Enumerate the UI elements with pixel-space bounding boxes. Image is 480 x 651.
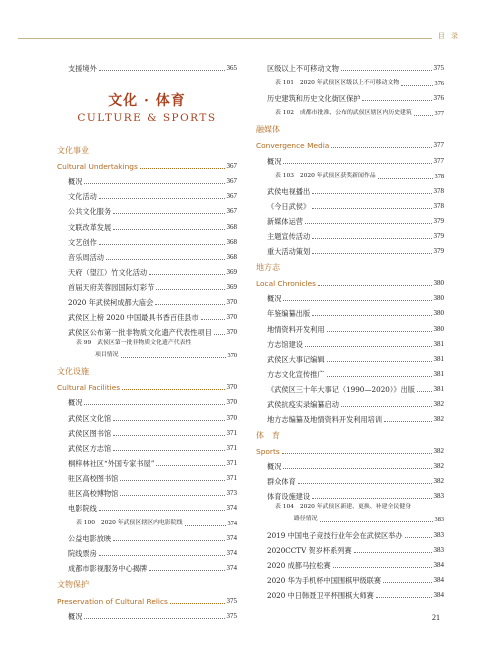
toc-entry-label: 概况 <box>68 177 83 187</box>
toc-entry-page: 368 <box>226 237 237 246</box>
section-heading-en[interactable] <box>57 377 237 392</box>
spacer <box>57 126 237 139</box>
dot-leader <box>99 510 225 511</box>
toc-entry-label: 支援境外 <box>68 64 97 74</box>
toc-entry-label: 概况 <box>267 156 282 166</box>
toc-entry-page: 379 <box>433 232 444 241</box>
toc-entry-label: 地方志编纂及地情资料开发利用培训 <box>267 415 383 425</box>
toc-entry-label: 驻区高校博物馆 <box>68 488 119 498</box>
toc-entry[interactable] <box>57 292 237 307</box>
toc-entry-label: 概况 <box>68 611 83 621</box>
toc-entry-page: 377 <box>434 110 444 118</box>
toc-entry[interactable] <box>256 394 444 409</box>
section-heading-en[interactable] <box>256 273 444 288</box>
section-heading-page: 370 <box>226 383 237 392</box>
toc-entry-page: 381 <box>433 384 444 393</box>
toc-entry-label: 表 102 成都市批准、公布的武侯区辖区内历史建筑 <box>275 110 412 117</box>
toc-entry-page: 371 <box>226 458 237 467</box>
toc-entry-label: 项目情况 <box>95 352 119 359</box>
dot-leader <box>120 480 224 481</box>
toc-entry-label: 天府（望江）竹文化活动 <box>68 267 148 277</box>
toc-entry-label: 武侯区图书馆 <box>68 428 112 438</box>
toc-entry[interactable] <box>256 241 444 256</box>
toc-entry-label: 文化活动 <box>68 192 97 202</box>
dot-leader <box>99 70 225 71</box>
dot-leader <box>320 521 433 522</box>
toc-entry-page: 379 <box>433 247 444 256</box>
toc-entry-label: 路径情况 <box>294 516 318 523</box>
toc-entry[interactable] <box>256 318 444 333</box>
toc-entry[interactable] <box>256 303 444 318</box>
dot-leader <box>417 391 432 392</box>
toc-entry-label: 表 100 2020 年武侯区辖区内电影院线 <box>76 520 183 527</box>
toc-entry[interactable] <box>256 288 444 303</box>
toc-entry[interactable] <box>57 307 237 322</box>
section-heading-en[interactable] <box>256 441 444 456</box>
toc-entry-label: 表 101 2020 年武侯区区级以上不可移动文物 <box>275 80 400 87</box>
dot-leader <box>305 346 432 347</box>
dot-leader <box>149 570 224 571</box>
dot-leader <box>312 238 431 239</box>
toc-entry[interactable] <box>57 468 237 483</box>
dot-leader <box>84 618 224 619</box>
toc-entry-page: 376 <box>433 94 444 103</box>
dot-leader <box>113 229 224 230</box>
toc-entry-label: 概况 <box>68 398 83 408</box>
dot-leader <box>376 597 432 598</box>
dot-leader <box>106 259 225 260</box>
toc-entry-page: 383 <box>433 492 444 501</box>
toc-entry[interactable] <box>256 364 444 379</box>
toc-entry[interactable] <box>256 512 444 524</box>
section-heading-cn: 文物保护 <box>57 580 89 590</box>
header-section-label: 目 录 <box>437 32 460 40</box>
toc-entry[interactable] <box>256 349 444 364</box>
toc-entry[interactable] <box>256 585 444 600</box>
dot-leader <box>312 498 431 499</box>
toc-entry-label: 武侯区大事记编辑 <box>267 354 325 364</box>
toc-entry-page: 368 <box>226 252 237 261</box>
toc-entry-page: 369 <box>226 282 237 291</box>
dot-leader <box>84 404 224 405</box>
chapter-title-en: CULTURE & SPORTS <box>77 112 217 125</box>
toc-entry-page: 377 <box>433 156 444 165</box>
toc-entry-label: 区级以上不可移动文物 <box>267 64 339 74</box>
toc-entry-label: 文艺创作 <box>68 237 97 247</box>
dot-leader <box>155 304 224 305</box>
dot-leader <box>113 540 224 541</box>
toc-entry-label: 表 104 2020 年武侯区新建、更换、补建全民健身 <box>275 504 412 511</box>
header-rule <box>18 38 432 39</box>
toc-entry-page: 381 <box>433 369 444 378</box>
toc-entry-label: 音乐周活动 <box>68 252 104 262</box>
toc-entry-page: 374 <box>226 564 237 573</box>
toc-entry-page: 381 <box>433 339 444 348</box>
toc-entry[interactable] <box>57 232 237 247</box>
toc-entry[interactable] <box>256 471 444 486</box>
toc-entry-page: 374 <box>226 549 237 558</box>
dot-leader <box>362 100 431 101</box>
toc-entry-page: 370 <box>226 398 237 407</box>
toc-entry-page: 365 <box>226 64 237 73</box>
toc-entry-label: 武侯区公布第一批非物质文化遗产代表性项目 <box>68 328 212 338</box>
toc-entry-label: 方志馆建设 <box>267 339 303 349</box>
toc-entry-label: 地情资料开发利用 <box>267 324 325 334</box>
toc-entry-label: 2019 中国电子竞技行业年会在武侯区举办 <box>267 530 403 540</box>
toc-entry[interactable] <box>256 334 444 349</box>
dot-leader <box>405 537 432 538</box>
dot-leader <box>327 376 432 377</box>
toc-entry-label: 概况 <box>267 462 282 472</box>
toc-entry-label: 体育设施建设 <box>267 492 311 502</box>
dot-leader <box>113 450 224 451</box>
toc-entry-label: 年鉴编纂出版 <box>267 309 311 319</box>
toc-entry-page: 370 <box>227 352 237 360</box>
dot-leader <box>201 319 225 320</box>
toc-table-entry[interactable] <box>57 337 237 348</box>
dot-leader <box>113 213 224 214</box>
toc-table-entry[interactable] <box>256 166 444 181</box>
dot-leader <box>113 435 224 436</box>
toc-entry-page: 371 <box>226 473 237 482</box>
toc-entry[interactable] <box>57 186 237 201</box>
toc-entry-label: 群众体育 <box>267 477 296 487</box>
page-number: 21 <box>432 613 440 622</box>
toc-entry-label: 武侯区文化馆 <box>68 413 112 423</box>
toc-entry[interactable] <box>57 423 237 438</box>
toc-entry[interactable] <box>57 558 237 573</box>
section-heading-en[interactable] <box>57 590 237 605</box>
toc-entry[interactable] <box>57 322 237 337</box>
dot-leader <box>318 285 432 286</box>
toc-table-entry[interactable] <box>256 103 444 118</box>
dot-leader <box>120 495 224 496</box>
dot-leader <box>282 453 432 454</box>
section-heading-page: 382 <box>433 447 444 456</box>
dot-leader <box>298 483 432 484</box>
section-heading-en-label: Preservation of Cultural Relics <box>57 596 168 606</box>
toc-entry-page: 374 <box>227 520 237 528</box>
dot-leader <box>401 85 432 86</box>
toc-entry-page: 381 <box>433 354 444 363</box>
toc-entry-page: 383 <box>433 545 444 554</box>
dot-leader <box>305 223 432 224</box>
section-heading-cn: 文化设施 <box>57 367 89 377</box>
dot-leader <box>149 274 224 275</box>
toc-entry-label: 武侯区上榜 2020 中国最具书香百佳县市 <box>68 313 199 323</box>
toc-entry-page: 375 <box>226 611 237 620</box>
toc-entry-label: 电影院线 <box>68 504 97 514</box>
toc-entry-label: 桐梓林社区“外国专家书屋” <box>68 458 155 468</box>
toc-entry-label: 武侯电视播出 <box>267 186 311 196</box>
toc-entry-page: 370 <box>226 328 237 337</box>
toc-entry-label: 院线票房 <box>68 549 97 559</box>
toc-entry[interactable] <box>57 453 237 468</box>
toc-entry[interactable] <box>57 201 237 216</box>
section-heading-page: 377 <box>433 141 444 150</box>
toc-entry[interactable] <box>256 456 444 471</box>
toc-entry[interactable] <box>256 211 444 226</box>
toc-entry-page: 382 <box>433 462 444 471</box>
dot-leader <box>122 389 224 390</box>
dot-leader <box>99 244 225 245</box>
dot-leader <box>378 178 433 179</box>
dot-leader <box>384 421 431 422</box>
toc-entry-label: 2020 成都马拉松赛 <box>267 560 331 570</box>
dot-leader <box>156 465 224 466</box>
dot-leader <box>99 198 225 199</box>
toc-entry[interactable] <box>57 392 237 407</box>
dot-leader <box>354 552 432 553</box>
section-heading-page: 375 <box>226 596 237 605</box>
toc-entry-page: 374 <box>226 534 237 543</box>
toc-entry-page: 378 <box>434 172 444 180</box>
toc-entry-page: 378 <box>433 201 444 210</box>
section-heading-en-label: Sports <box>256 447 280 457</box>
toc-entry[interactable] <box>57 58 237 73</box>
toc-entry-label: 历史建筑和历史文化街区保护 <box>267 94 361 104</box>
dot-leader <box>333 567 432 568</box>
dot-leader <box>283 300 431 301</box>
toc-entry-label: 公益电影放映 <box>68 534 112 544</box>
toc-entry-page: 373 <box>226 488 237 497</box>
toc-entry[interactable] <box>256 570 444 585</box>
toc-entry[interactable] <box>57 498 237 513</box>
toc-entry-label: 首届天府芙蓉园国际灯彩节 <box>68 282 155 292</box>
toc-entry[interactable] <box>57 262 237 277</box>
dot-leader <box>331 147 431 148</box>
section-heading-cn: 融媒体 <box>256 125 280 135</box>
toc-entry-label: 2020 年武侯柯成都大庙会 <box>68 298 154 308</box>
toc-entry-label: 2020 华为手机杯中国围棋甲级联赛 <box>267 575 382 585</box>
toc-entry[interactable] <box>256 524 444 539</box>
toc-entry-label: 《今日武侯》 <box>267 201 311 211</box>
toc-entry[interactable] <box>256 181 444 196</box>
toc-entry[interactable] <box>256 486 444 501</box>
dot-leader <box>185 525 226 526</box>
toc-entry-label: 《武侯区三十年大事记（1990—2020）》出版 <box>267 384 415 394</box>
toc-entry[interactable] <box>57 247 237 262</box>
toc-entry-page: 371 <box>226 428 237 437</box>
toc-entry[interactable] <box>57 216 237 231</box>
toc-entry-label: 表 103 2020 年武侯区获奖新闻作品 <box>275 172 376 179</box>
toc-entry[interactable] <box>57 543 237 558</box>
dot-leader <box>312 208 431 209</box>
section-heading-en[interactable] <box>256 135 444 150</box>
toc-entry-label: 武侯区方志馆 <box>68 443 112 453</box>
toc-entry-label: 武侯抗疫实录编纂启动 <box>267 399 339 409</box>
toc-entry-page: 382 <box>433 415 444 424</box>
toc-entry-page: 367 <box>226 207 237 216</box>
dot-leader <box>341 406 432 407</box>
toc-entry-label: 重大活动策划 <box>267 247 311 257</box>
toc-entry-page: 380 <box>433 294 444 303</box>
toc-entry[interactable] <box>57 407 237 422</box>
dot-leader <box>341 70 432 71</box>
dot-leader <box>214 334 225 335</box>
chapter-title-cn: 文化 · 体育 <box>108 93 186 110</box>
toc-entry-page: 367 <box>226 192 237 201</box>
dot-leader <box>113 420 224 421</box>
toc-entry-label: 新媒体运营 <box>267 216 303 226</box>
toc-entry[interactable] <box>256 379 444 394</box>
toc-entry-page: 374 <box>226 504 237 513</box>
toc-table-entry[interactable] <box>256 501 444 512</box>
toc-entry-page: 379 <box>433 216 444 225</box>
toc-entry[interactable] <box>256 88 444 103</box>
dot-leader <box>99 555 225 556</box>
dot-leader <box>327 331 432 332</box>
dot-leader <box>312 315 431 316</box>
toc-table-entry[interactable] <box>256 73 444 88</box>
toc-entry[interactable] <box>256 555 444 570</box>
toc-entry[interactable] <box>57 277 237 292</box>
toc-entry-page: 380 <box>433 324 444 333</box>
dot-leader <box>312 193 431 194</box>
toc-entry[interactable] <box>256 226 444 241</box>
toc-entry-page: 383 <box>434 516 444 524</box>
dot-leader <box>312 253 431 254</box>
section-heading-en-label: Convergence Media <box>256 141 330 151</box>
toc-entry-page: 370 <box>226 298 237 307</box>
toc-entry-label: 2020CCTV 贺岁杯系列赛 <box>267 545 352 555</box>
dot-leader <box>414 115 433 116</box>
toc-entry-page: 371 <box>226 443 237 452</box>
toc-entry-page: 384 <box>433 590 444 599</box>
dot-leader <box>327 361 432 362</box>
toc-entry-label: 驻区高校图书馆 <box>68 473 119 483</box>
toc-entry[interactable] <box>57 348 237 360</box>
toc-entry[interactable] <box>256 196 444 211</box>
dot-leader <box>170 603 225 604</box>
section-heading-cn: 文化事业 <box>57 146 89 156</box>
toc-entry-label: 文联改革发展 <box>68 222 112 232</box>
toc-entry-page: 384 <box>433 575 444 584</box>
toc-entry-page: 382 <box>433 477 444 486</box>
toc-entry[interactable] <box>256 58 444 73</box>
toc-entry-page: 367 <box>226 177 237 186</box>
section-heading-cn: 体 育 <box>256 431 280 441</box>
toc-entry[interactable] <box>57 483 237 498</box>
toc-entry[interactable] <box>57 438 237 453</box>
toc-entry-label: 主题宣传活动 <box>267 232 311 242</box>
toc-entry[interactable] <box>57 171 237 186</box>
toc-entry-page: 375 <box>433 64 444 73</box>
toc-entry-label: 方志文化宣传推广 <box>267 369 325 379</box>
toc-entry[interactable] <box>256 540 444 555</box>
toc-entry-page: 378 <box>433 186 444 195</box>
dot-leader <box>84 183 224 184</box>
toc-entry-page: 369 <box>226 267 237 276</box>
toc-entry-page: 380 <box>433 309 444 318</box>
toc-entry-label: 表 99 武侯区第一批非物质文化遗产代表性 <box>76 340 192 347</box>
toc-entry-page: 383 <box>433 530 444 539</box>
section-heading-en-label: Cultural Facilities <box>57 383 121 393</box>
toc-right-column <box>256 58 444 600</box>
section-heading-en-label: Local Chronicles <box>256 279 316 289</box>
dot-leader <box>156 289 224 290</box>
section-heading-en[interactable] <box>57 156 237 171</box>
toc-entry-page: 368 <box>226 222 237 231</box>
dot-leader <box>383 582 431 583</box>
section-heading-page: 380 <box>433 279 444 288</box>
toc-entry-label: 公共文化服务 <box>68 207 112 217</box>
dot-leader <box>283 468 431 469</box>
toc-entry-label: 2020 中日韩聂卫平杯围棋大师赛 <box>267 590 374 600</box>
toc-entry-label: 成都市影视服务中心揭牌 <box>68 564 148 574</box>
toc-table-entry[interactable] <box>57 513 237 528</box>
toc-entry-page: 376 <box>434 80 444 88</box>
toc-entry-page: 370 <box>226 313 237 322</box>
toc-entry-page: 370 <box>226 413 237 422</box>
dot-leader <box>140 168 225 169</box>
section-heading-cn: 地方志 <box>256 263 280 273</box>
toc-entry-page: 384 <box>433 560 444 569</box>
section-heading-page: 367 <box>226 162 237 171</box>
dot-leader <box>121 357 226 358</box>
toc-entry-label: 概况 <box>267 294 282 304</box>
toc-entry[interactable] <box>256 409 444 424</box>
toc-entry[interactable] <box>57 528 237 543</box>
toc-left-column <box>57 58 237 621</box>
dot-leader <box>283 163 431 164</box>
section-heading-en-label: Cultural Undertakings <box>57 162 138 172</box>
toc-entry[interactable] <box>256 150 444 165</box>
toc-entry-page: 382 <box>433 399 444 408</box>
toc-entry[interactable] <box>57 606 237 621</box>
